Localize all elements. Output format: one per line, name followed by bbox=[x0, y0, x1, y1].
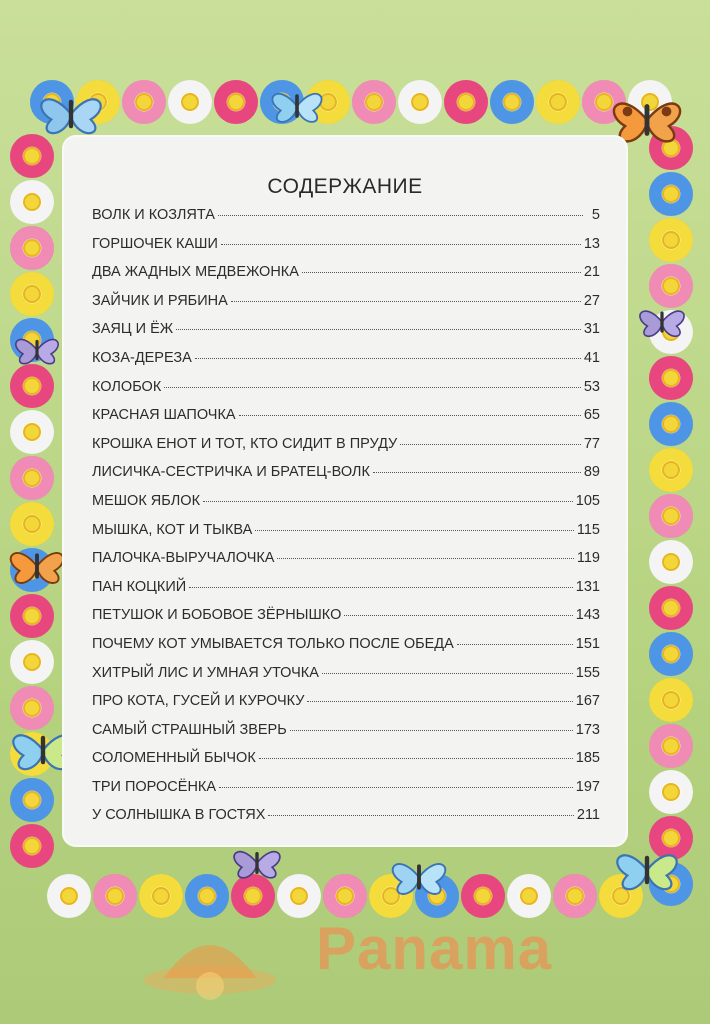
toc-entry-page: 27 bbox=[583, 292, 600, 309]
butterfly-icon bbox=[268, 82, 326, 130]
toc-entry-page: 185 bbox=[575, 750, 600, 767]
flower-icon bbox=[47, 874, 91, 918]
butterfly-icon bbox=[6, 540, 68, 592]
flower-icon bbox=[10, 778, 54, 822]
toc-entry bbox=[92, 407, 600, 436]
toc-entry-title: ЗАЯЦ И ЁЖ bbox=[92, 321, 174, 338]
toc-entry-title: ГОРШОЧЕК КАШИ bbox=[92, 235, 218, 252]
flower-icon bbox=[444, 80, 488, 124]
toc-entry bbox=[92, 779, 600, 808]
toc-entry bbox=[92, 579, 600, 608]
flower-icon bbox=[10, 364, 54, 408]
toc-entry-title: МЫШКА, КОТ И ТЫКВА bbox=[92, 521, 253, 538]
toc-entry bbox=[92, 607, 600, 636]
toc-leader-dots bbox=[231, 301, 581, 302]
toc-entry-page: 143 bbox=[575, 607, 600, 624]
toc-entry bbox=[92, 693, 600, 722]
toc-entry-page: 53 bbox=[583, 378, 600, 395]
toc-entry-page: 131 bbox=[575, 578, 600, 595]
toc-entry bbox=[92, 493, 600, 522]
toc-entry-title: КОЛОБОК bbox=[92, 378, 162, 395]
toc-entry-title: ДВА ЖАДНЫХ МЕДВЕЖОНКА bbox=[92, 264, 299, 281]
toc-leader-dots bbox=[259, 758, 573, 759]
page-title: СОДЕРЖАНИЕ bbox=[267, 175, 423, 198]
toc-entry bbox=[92, 293, 600, 322]
toc-entry-page: 5 bbox=[591, 207, 600, 223]
toc-entry-title: ПОЧЕМУ КОТ УМЫВАЕТСЯ ТОЛЬКО ПОСЛЕ ОБЕДА bbox=[92, 635, 454, 652]
toc-entry-page: 115 bbox=[576, 521, 600, 538]
flower-icon bbox=[10, 272, 54, 316]
toc-leader-dots bbox=[219, 787, 573, 788]
flower-icon bbox=[323, 874, 367, 918]
toc-leader-dots bbox=[302, 272, 581, 273]
flower-icon bbox=[553, 874, 597, 918]
toc-leader-dots bbox=[307, 701, 572, 702]
toc-entry bbox=[92, 636, 600, 665]
toc-entry-title: ХИТРЫЙ ЛИС И УМНАЯ УТОЧКА bbox=[92, 664, 319, 681]
toc-entry-title: КОЗА-ДЕРЕЗА bbox=[92, 349, 192, 366]
butterfly-icon bbox=[612, 842, 682, 898]
flower-icon bbox=[490, 80, 534, 124]
toc-leader-dots bbox=[400, 444, 581, 445]
flower-icon bbox=[649, 218, 693, 262]
flower-icon bbox=[649, 448, 693, 492]
toc-entry bbox=[92, 207, 600, 236]
toc-entry-page: 151 bbox=[575, 635, 600, 652]
toc-entry bbox=[92, 379, 600, 408]
flower-icon bbox=[10, 456, 54, 500]
toc-leader-dots bbox=[457, 644, 573, 645]
toc-leader-dots bbox=[290, 730, 573, 731]
flower-icon bbox=[398, 80, 442, 124]
watermark-text: Panama bbox=[316, 915, 553, 982]
flower-icon bbox=[10, 410, 54, 454]
toc-leader-dots bbox=[195, 358, 581, 359]
toc-entry-page: 119 bbox=[576, 550, 600, 567]
toc-entry-title: ПАН КОЦКИЙ bbox=[92, 578, 187, 595]
toc-entry bbox=[92, 321, 600, 350]
flower-icon bbox=[10, 180, 54, 224]
toc-leader-dots bbox=[255, 530, 574, 531]
toc-entry bbox=[92, 807, 600, 836]
flower-icon bbox=[10, 226, 54, 270]
toc-entry-title: ПАЛОЧКА-ВЫРУЧАЛОЧКА bbox=[92, 550, 275, 567]
toc-entry-page: 31 bbox=[583, 321, 600, 338]
toc-entry-title: КРОШКА ЕНОТ И ТОТ, КТО СИДИТ В ПРУДУ bbox=[92, 435, 398, 452]
flower-icon bbox=[507, 874, 551, 918]
flower-icon bbox=[185, 874, 229, 918]
toc-leader-dots bbox=[164, 387, 581, 388]
toc-entry bbox=[92, 236, 600, 265]
flower-icon bbox=[122, 80, 166, 124]
toc-entry-page: 155 bbox=[575, 664, 600, 681]
flower-icon bbox=[10, 640, 54, 684]
toc-entry bbox=[92, 665, 600, 694]
toc-entry bbox=[92, 436, 600, 465]
flower-icon bbox=[352, 80, 396, 124]
toc-entry-title: ЗАЙЧИК И РЯБИНА bbox=[92, 292, 228, 309]
flower-icon bbox=[649, 356, 693, 400]
toc-leader-dots bbox=[268, 815, 573, 816]
toc-entry-page: 21 bbox=[583, 264, 600, 281]
toc-entry-page: 197 bbox=[575, 778, 600, 795]
toc-entry-title: САМЫЙ СТРАШНЫЙ ЗВЕРЬ bbox=[92, 721, 287, 738]
flower-icon bbox=[649, 402, 693, 446]
toc-entry-page: 167 bbox=[575, 693, 600, 710]
toc-entry-title: СОЛОМЕННЫЙ БЫЧОК bbox=[92, 750, 256, 767]
flower-icon bbox=[214, 80, 258, 124]
toc-entry-title: КРАСНАЯ ШАПОЧКА bbox=[92, 407, 236, 424]
toc-entry-page: 41 bbox=[583, 349, 600, 366]
contents-page bbox=[62, 135, 628, 847]
toc-leader-dots bbox=[218, 215, 583, 216]
butterfly-icon bbox=[388, 842, 450, 912]
toc-entry-page: 77 bbox=[583, 435, 600, 452]
toc-entry-page: 211 bbox=[576, 807, 600, 824]
toc-entry bbox=[92, 464, 600, 493]
toc-entry-title: ТРИ ПОРОСЁНКА bbox=[92, 778, 217, 795]
flower-icon bbox=[649, 678, 693, 722]
flower-icon bbox=[536, 80, 580, 124]
butterfly-icon bbox=[12, 330, 62, 370]
flower-icon bbox=[10, 594, 54, 638]
toc-entry-title: ПРО КОТА, ГУСЕЙ И КУРОЧКУ bbox=[92, 693, 305, 710]
toc-entry bbox=[92, 722, 600, 751]
flower-icon bbox=[461, 874, 505, 918]
toc-leader-dots bbox=[176, 329, 581, 330]
flower-icon bbox=[139, 874, 183, 918]
flower-icon bbox=[649, 586, 693, 630]
flower-icon bbox=[649, 724, 693, 768]
toc-entry-page: 173 bbox=[575, 721, 600, 738]
toc-leader-dots bbox=[221, 244, 581, 245]
toc-leader-dots bbox=[373, 472, 581, 473]
flower-icon bbox=[649, 494, 693, 538]
toc-entry-page: 89 bbox=[583, 464, 600, 481]
toc-leader-dots bbox=[239, 415, 581, 416]
toc-leader-dots bbox=[189, 587, 573, 588]
toc-entry-title: ВОЛК И КОЗЛЯТА bbox=[92, 207, 215, 223]
toc-leader-dots bbox=[203, 501, 573, 502]
flower-icon bbox=[168, 80, 212, 124]
hat-logo-icon bbox=[140, 918, 280, 1002]
flower-icon bbox=[10, 824, 54, 868]
toc-entry-title: ПЕТУШОК И БОБОВОЕ ЗЁРНЫШКО bbox=[92, 607, 342, 624]
toc-entry-page: 13 bbox=[583, 235, 600, 252]
flower-icon bbox=[649, 172, 693, 216]
toc-entry bbox=[92, 264, 600, 293]
toc-entry-title: МЕШОК ЯБЛОК bbox=[92, 492, 201, 509]
toc-entry-page: 105 bbox=[575, 492, 600, 509]
toc-entry-title: ЛИСИЧКА-СЕСТРИЧКА И БРАТЕЦ-ВОЛК bbox=[92, 464, 370, 481]
toc-entry bbox=[92, 522, 600, 551]
toc-leader-dots bbox=[344, 615, 572, 616]
butterfly-icon bbox=[636, 300, 688, 344]
toc-entry bbox=[92, 350, 600, 379]
toc-leader-dots bbox=[277, 558, 573, 559]
table-of-contents bbox=[92, 207, 600, 836]
flower-icon bbox=[649, 540, 693, 584]
flower-icon bbox=[649, 770, 693, 814]
toc-entry bbox=[92, 750, 600, 779]
toc-leader-dots bbox=[322, 673, 573, 674]
flower-icon bbox=[649, 632, 693, 676]
toc-entry bbox=[92, 550, 600, 579]
watermark bbox=[140, 914, 580, 1002]
toc-entry-title: У СОЛНЫШКА В ГОСТЯХ bbox=[92, 807, 266, 824]
toc-entry-page: 65 bbox=[583, 407, 600, 424]
flower-icon bbox=[93, 874, 137, 918]
